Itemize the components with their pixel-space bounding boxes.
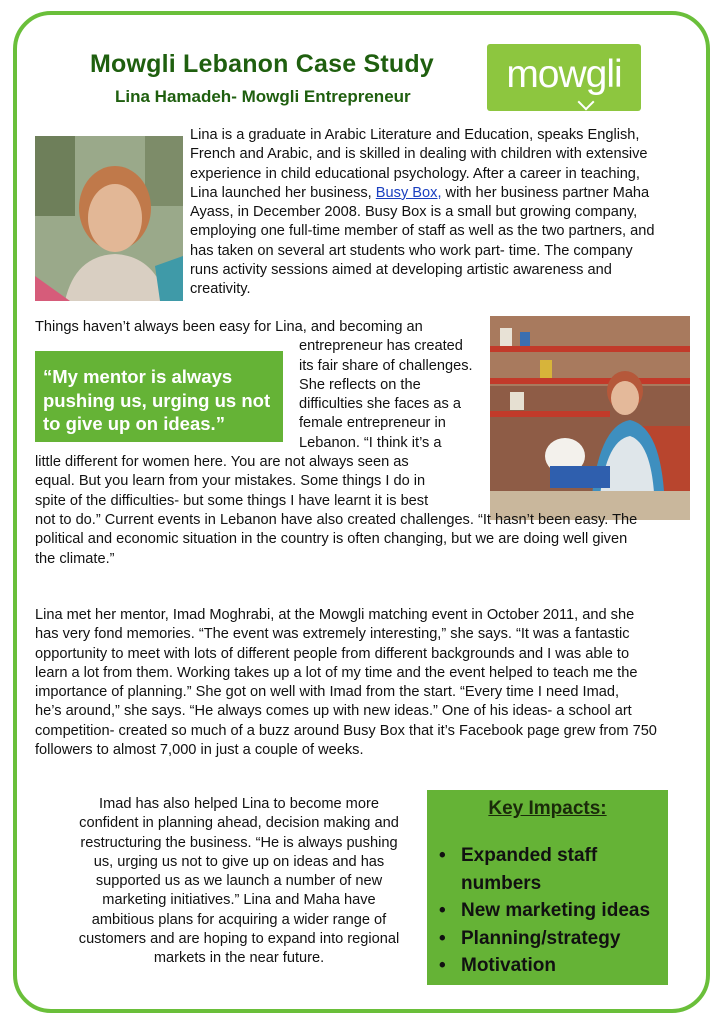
text-line: learn a lot from them. Working takes up a lot of my time and the event helped to teach me the: [35, 664, 638, 681]
text-line: its fair share of challenges.: [299, 357, 473, 374]
text-segment: with her business partner Maha: [441, 184, 650, 201]
text-line: us, urging us not to give up on ideas and has: [93, 853, 385, 870]
text-line: [190, 184, 706, 203]
text-line: experience in child educational psychology. After a career in teaching,: [190, 165, 640, 182]
impact-item: [427, 952, 650, 980]
text-line: She reflects on the: [299, 376, 421, 393]
impact-item: [427, 897, 650, 925]
impact-label: Motivation: [461, 955, 556, 976]
page-title: Mowgli Lebanon Case Study: [90, 50, 434, 78]
mowgli-logo: [487, 44, 641, 111]
text-line: markets in the near future.: [153, 950, 325, 967]
impact-item: [427, 925, 650, 953]
text-line: runs activity sessions aimed at developing artistic awareness and: [190, 262, 612, 279]
text-line: French and Arabic, and is skilled in dealing with children with extensive: [190, 146, 648, 163]
bullet-icon: •: [439, 927, 446, 949]
bullet-icon: •: [439, 900, 446, 921]
mentor-paragraph: [35, 606, 725, 760]
impact-label: New marketing ideas: [461, 900, 651, 921]
impact-label: Planning/strategy: [461, 927, 621, 949]
text-line: marketing initiatives.” Lina and Maha have: [102, 892, 376, 909]
intro-paragraph: [190, 126, 706, 300]
text-line: importance of planning.” She got on well with Imad from the start. “Every time I need Imad,: [35, 684, 620, 701]
text-line: the climate.”: [35, 550, 115, 567]
text-line: confident in planning ahead, decision making and: [79, 815, 399, 832]
text-line: opportunity to meet with lots of different people from different backgrounds and I was able to: [35, 645, 630, 662]
quote-line: “My mentor is always: [43, 366, 233, 387]
text-line: has very fond memories. “The event was extremely interesting,” she says. “It was a fantastic: [35, 626, 630, 643]
text-line: Lina met her mentor, Imad Moghrabi, at the Mowgli matching event in October 2011, and she: [35, 607, 635, 623]
quote-line: to give up on ideas.”: [43, 413, 225, 435]
key-impacts-list: [427, 842, 650, 980]
portrait-photo: [35, 136, 183, 301]
text-line: little different for women here. You are not always seen as: [35, 454, 409, 471]
text-segment: Lina launched her business,: [190, 184, 376, 201]
text-line: competition- created so much of a buzz around Busy Box that it’s Facebook page grew from 750: [35, 722, 657, 739]
text-line: female entrepreneur in: [299, 415, 446, 432]
text-line: Ayass, in December 2008. Busy Box is a small but growing company,: [190, 204, 638, 221]
text-line: difficulties she faces as a: [299, 396, 461, 413]
outcomes-paragraph: [54, 795, 424, 969]
text-line: has taken on several art students who work part- time. The company: [190, 242, 633, 259]
text-line: followers to almost 7,000 in just a couple of weeks.: [35, 742, 364, 759]
logo-wordmark: mowgli: [506, 53, 622, 96]
text-line: political and economic situation in the country is often changing, but we are doing well given: [35, 531, 628, 548]
text-line: ambitious plans for acquiring a wider range of: [91, 911, 387, 928]
pull-quote: [43, 365, 270, 436]
text-line: Imad has also helped Lina to become more: [99, 796, 379, 812]
text-line: Lina is a graduate in Arabic Literature and Education, speaks English,: [190, 127, 640, 143]
text-line: customers and are hoping to expand into regional: [78, 931, 400, 948]
text-line: restructuring the business. “He is always pushing: [80, 834, 398, 851]
text-line: entrepreneur has created: [299, 338, 463, 355]
pull-quote-box: [35, 351, 283, 442]
page-subtitle: Lina Hamadeh- Mowgli Entrepreneur: [115, 87, 411, 106]
bullet-icon: •: [439, 955, 446, 976]
text-line: Things haven’t always been easy for Lina, and becoming an: [35, 319, 423, 335]
key-impacts-title: Key Impacts:: [488, 798, 607, 819]
text-line: he’s around,” she says. “He always comes up with new ideas.” One of his ideas- a school art: [35, 703, 632, 720]
text-line: Lebanon. “I think it’s a: [299, 434, 442, 451]
text-line: spite of the difficulties- but some things I have learnt it is best: [35, 492, 429, 509]
portrait-illustration: [35, 136, 183, 301]
bullet-icon: •: [439, 845, 446, 866]
impact-item: [427, 842, 650, 870]
text-line: equal. But you learn from your mistakes. Some things I do in: [35, 473, 426, 490]
busy-box-link[interactable]: Busy Box,: [375, 184, 442, 201]
impact-item: [427, 870, 650, 898]
quote-line: pushing us, urging us not: [43, 389, 271, 411]
key-impacts-box: [427, 790, 668, 985]
text-line: employing one full-time member of staff as well as the two partners, and: [190, 223, 655, 240]
impact-label: numbers: [461, 872, 542, 894]
impact-label: Expanded staff: [461, 845, 598, 866]
text-line: not to do.” Current events in Lebanon have also created challenges. “It hasn’t been easy. The: [35, 511, 638, 528]
text-line: supported us as we launch a number of new: [95, 873, 383, 890]
text-line: creativity.: [190, 281, 251, 298]
